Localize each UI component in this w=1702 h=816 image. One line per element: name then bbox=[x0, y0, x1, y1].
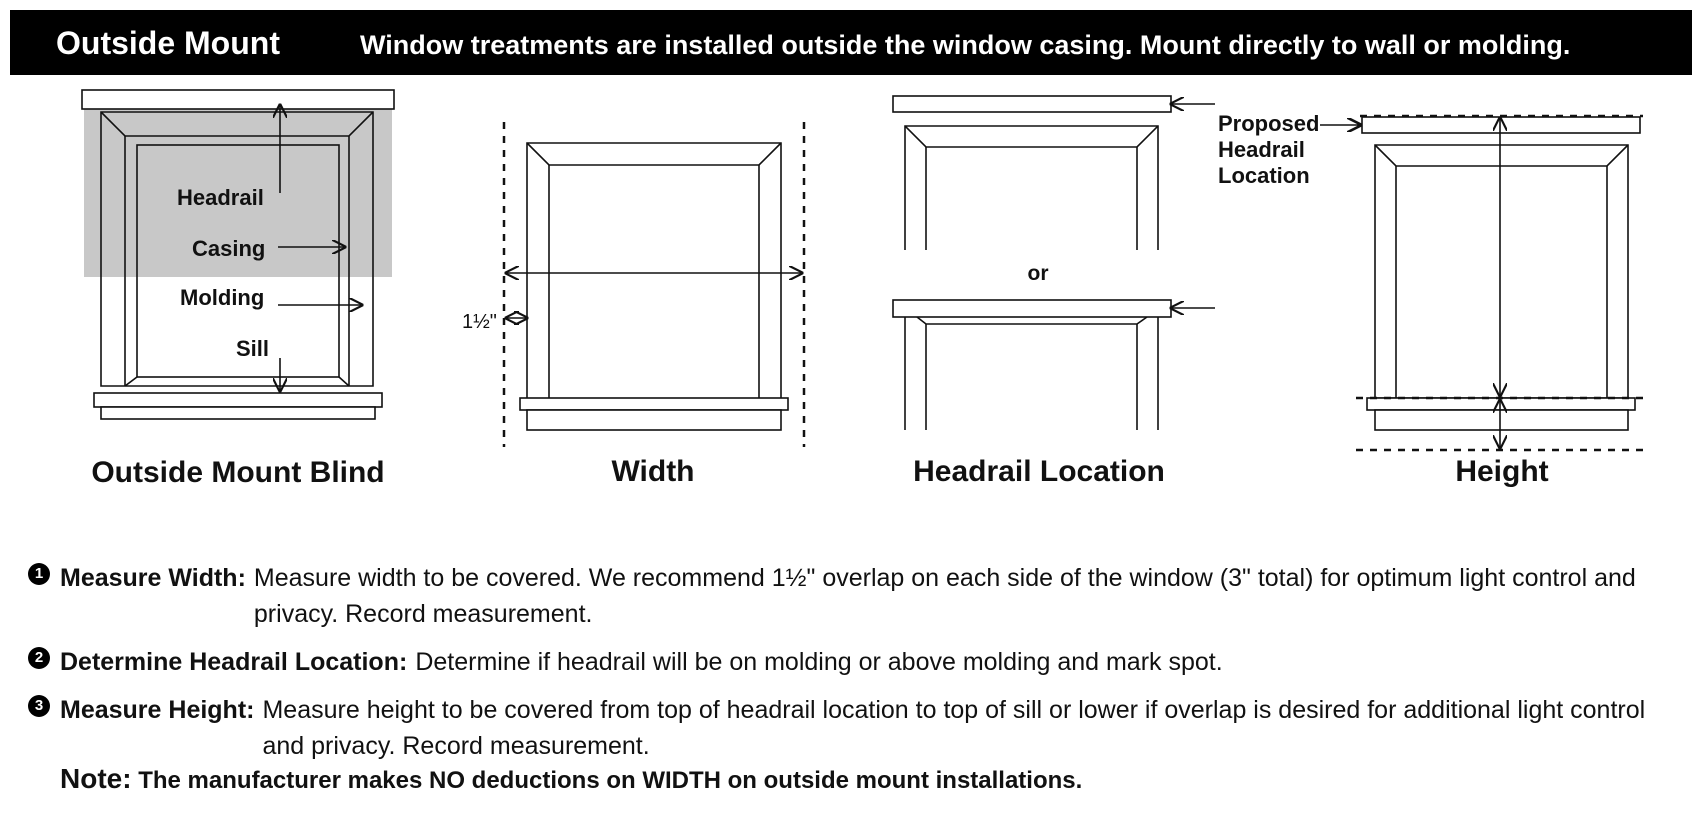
step-3-heading: Measure Height: bbox=[60, 696, 255, 724]
banner-title: Outside Mount bbox=[56, 25, 280, 61]
banner-description: Window treatments are installed outside the window casing. Mount directly to wall or molding. bbox=[360, 30, 1571, 60]
step-2 bbox=[28, 644, 1688, 680]
label-proposed-1: Proposed bbox=[1218, 111, 1320, 136]
step-1-heading: Measure Width: bbox=[60, 564, 246, 592]
step-number-1: 1 bbox=[28, 563, 50, 585]
label-molding: Molding bbox=[180, 285, 265, 310]
note-text: The manufacturer makes NO deductions on WIDTH on outside mount installations. bbox=[138, 767, 1083, 794]
step-1-text: Measure width to be covered. We recommend 1½" overlap on each side of the window (3" total) for optimum light control and privacy. Record measurement. bbox=[253, 564, 1636, 628]
step-number-2: 2 bbox=[28, 647, 50, 669]
label-or: or bbox=[1027, 262, 1049, 285]
caption-outside-mount-blind: Outside Mount Blind bbox=[91, 456, 385, 489]
height-figure bbox=[1356, 116, 1643, 450]
note-label: Note: bbox=[60, 763, 132, 794]
label-casing: Casing bbox=[192, 236, 266, 261]
caption-width: Width bbox=[611, 455, 695, 488]
step-1 bbox=[28, 560, 1688, 632]
label-headrail: Headrail bbox=[177, 185, 264, 210]
headrail-location-figure bbox=[893, 96, 1215, 430]
caption-height: Height bbox=[1455, 455, 1549, 488]
step-3-text: Measure height to be covered from top of headrail location to top of sill or lower if overlap is desired for additional light control and privacy. Record measurement. bbox=[262, 696, 1646, 760]
label-overlap: 1½" bbox=[462, 311, 497, 333]
label-proposed-2: Headrail bbox=[1218, 137, 1305, 162]
header-banner bbox=[10, 10, 1692, 75]
label-sill: Sill bbox=[236, 336, 270, 361]
caption-headrail-location: Headrail Location bbox=[913, 455, 1165, 488]
label-proposed-3: Location bbox=[1218, 163, 1310, 188]
width-figure bbox=[504, 122, 804, 447]
step-2-text: Determine if headrail will be on molding or above molding and mark spot. bbox=[415, 648, 1223, 676]
step-number-3: 3 bbox=[28, 695, 50, 717]
instructions bbox=[28, 560, 1688, 776]
step-3 bbox=[28, 692, 1688, 764]
sill-rect bbox=[94, 393, 382, 407]
step-2-heading: Determine Headrail Location: bbox=[60, 648, 408, 676]
diagram-area bbox=[0, 75, 1702, 535]
note bbox=[60, 763, 1082, 795]
headrail-rect bbox=[82, 90, 394, 109]
